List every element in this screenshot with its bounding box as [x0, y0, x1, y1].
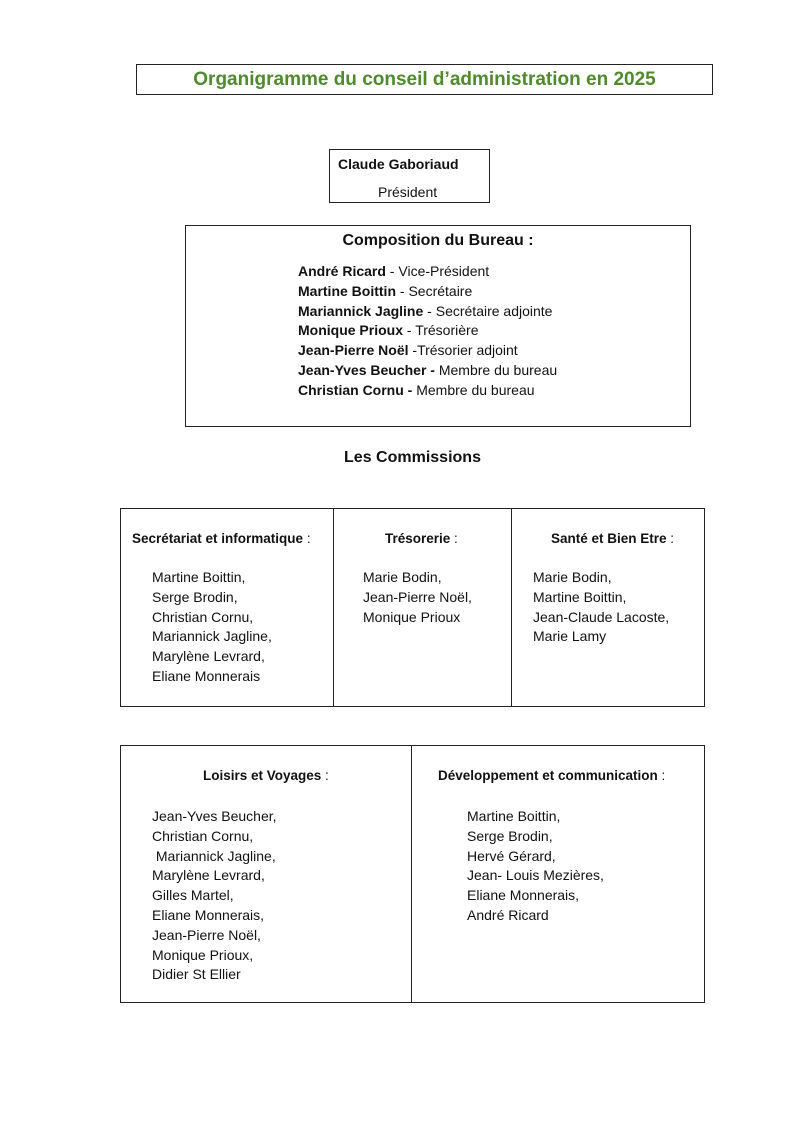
commission-title — [385, 531, 458, 546]
commission-member-list — [533, 568, 669, 647]
president-box — [329, 149, 490, 203]
commission-title-suffix: : — [657, 768, 666, 783]
commission-title-text: Secrétariat et informatique — [132, 531, 304, 546]
commission-member: Jean-Claude Lacoste, — [533, 608, 670, 625]
bureau-member-role: Secrétaire — [408, 282, 473, 299]
commission-member: Martine Boittin, — [467, 808, 561, 824]
commission-member: Didier St Ellier — [152, 966, 241, 983]
bureau-member — [298, 302, 557, 322]
commission-member: Eliane Monnerais, — [152, 906, 265, 923]
commission-member: Eliane Monnerais — [152, 667, 261, 684]
commission-title-suffix: : — [450, 531, 458, 546]
column-divider — [511, 509, 512, 706]
bureau-member — [298, 321, 557, 341]
page-title: Organigramme du conseil d’administration en 2025 — [193, 68, 656, 90]
president-name: Claude Gaboriaud — [338, 156, 459, 172]
commission-title-suffix: : — [321, 768, 329, 783]
commission-member: Mariannick Jagline, — [152, 628, 272, 645]
bureau-box — [185, 225, 691, 427]
bureau-member-separator: - — [403, 322, 416, 339]
bureau-member — [298, 361, 557, 381]
commission-member-list — [363, 568, 472, 627]
commission-member: Christian Cornu, — [152, 827, 254, 844]
commission-member: Marylène Levrard, — [152, 867, 265, 884]
bureau-member-list — [298, 262, 557, 401]
commission-member: Marie Lamy — [533, 628, 607, 645]
commission-member: Hervé Gérard, — [467, 847, 556, 864]
commission-member: Gilles Martel, — [152, 887, 234, 904]
commission-member: Eliane Monnerais, — [467, 887, 580, 904]
bureau-member — [298, 341, 557, 361]
commission-title-text: Santé et Bien Etre — [551, 531, 667, 546]
bureau-member-separator: - — [408, 342, 418, 359]
bureau-member-role: Vice-Président — [398, 263, 490, 279]
title-box — [136, 64, 713, 95]
commission-member-list — [152, 568, 272, 687]
bureau-member — [298, 282, 557, 302]
commission-member: Jean-Pierre Noël, — [363, 588, 472, 605]
bureau-member-separator: - — [385, 263, 399, 279]
bureau-member-name: Jean-Pierre Noël — [298, 342, 409, 359]
commission-member: André Ricard — [467, 906, 549, 923]
commissions-table-2 — [120, 745, 705, 1003]
commission-title — [203, 768, 329, 783]
commission-title — [551, 531, 674, 546]
bureau-member-name: Mariannick Jagline — [298, 302, 424, 319]
commission-title-suffix: : — [303, 531, 311, 546]
commission-member: Christian Cornu, — [152, 608, 254, 625]
commission-member: Monique Prioux, — [152, 946, 254, 963]
bureau-member — [298, 262, 557, 282]
bureau-member-role: Trésorière — [415, 322, 479, 339]
bureau-member-name: Christian Cornu - — [298, 381, 413, 398]
commission-title — [132, 531, 311, 546]
commission-member: Jean- Louis Mezières, — [467, 867, 604, 884]
commission-member: Serge Brodin, — [467, 827, 553, 844]
commissions-table-1 — [120, 508, 705, 707]
commission-member: Jean-Yves Beucher, — [152, 808, 277, 824]
commission-title-text: Loisirs et Voyages — [203, 768, 322, 783]
bureau-member-role: Membre du bureau — [438, 361, 558, 378]
column-divider — [411, 746, 412, 1002]
commission-member: Marie Bodin, — [533, 569, 612, 585]
bureau-heading: Composition du Bureau : — [342, 232, 534, 249]
bureau-member-separator: - — [396, 282, 409, 299]
commission-member: Jean-Pierre Noël, — [152, 926, 261, 943]
commission-member: Marie Bodin, — [363, 569, 442, 585]
commission-member-list — [152, 807, 277, 985]
commission-member: Mariannick Jagline, — [152, 847, 276, 864]
commission-title-suffix: : — [666, 531, 675, 546]
commission-title-text: Trésorerie — [385, 531, 451, 546]
commission-member: Serge Brodin, — [152, 588, 238, 605]
bureau-member-name: Martine Boittin — [298, 282, 396, 299]
bureau-member-role: Trésorier adjoint — [417, 342, 518, 359]
column-divider — [333, 509, 334, 706]
commission-member: Monique Prioux — [363, 608, 461, 625]
president-role: Président — [378, 184, 438, 200]
bureau-member-name: Jean-Yves Beucher - — [298, 361, 435, 378]
bureau-member — [298, 381, 557, 401]
commission-title-text: Développement et communication — [438, 768, 658, 783]
commissions-heading: Les Commissions — [344, 449, 481, 466]
commission-member: Martine Boittin, — [152, 569, 246, 585]
bureau-member-role: Secrétaire adjointe — [435, 302, 553, 319]
commission-title — [438, 768, 665, 783]
bureau-member-role: Membre du bureau — [416, 381, 535, 398]
commission-member: Marylène Levrard, — [152, 648, 265, 665]
bureau-member-name: André Ricard — [298, 263, 386, 279]
commission-member-list — [467, 807, 604, 926]
bureau-member-name: Monique Prioux — [298, 322, 403, 339]
commission-member: Martine Boittin, — [533, 588, 627, 605]
bureau-member-separator: - — [423, 302, 436, 319]
